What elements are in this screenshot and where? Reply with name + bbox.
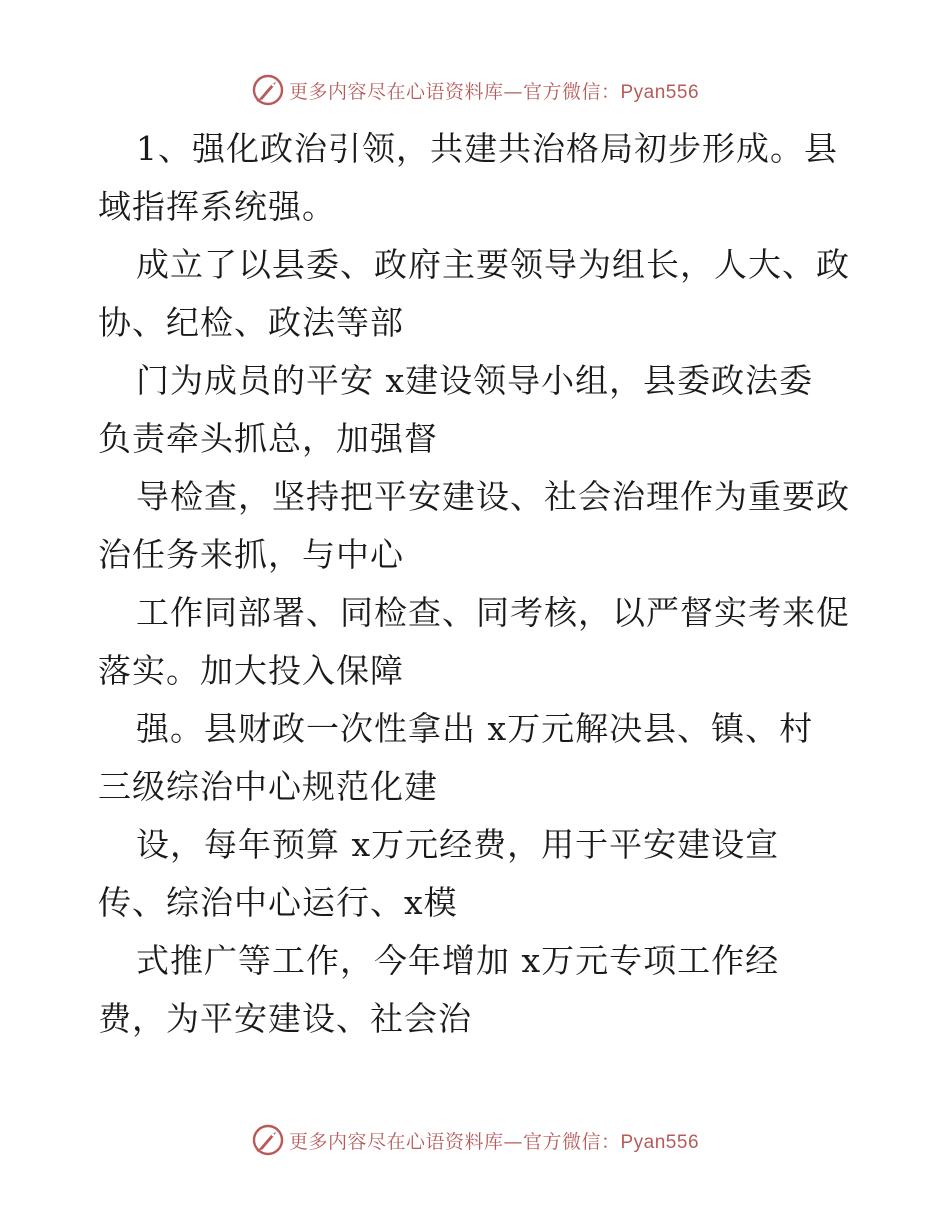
text-line: 1、强化政治引领，共建共治格局初步形成。县 [136, 129, 838, 168]
text-line: 门为成员的平安 x建设领导小组，县委政法委 [136, 361, 814, 400]
text-line: 协、纪检、政法等部 [98, 303, 404, 342]
document-body [98, 120, 858, 1048]
text-line: 导检查，坚持把平安建设、社会治理作为重要政 [136, 477, 850, 516]
text-line: 落实。加大投入保障 [98, 651, 404, 690]
watermark-text: 更多内容尽在心语资料库—官方微信：Pyan556 [288, 80, 700, 103]
text-line: 三级综治中心规范化建 [98, 767, 438, 806]
text-line: 费，为平安建设、社会治 [98, 999, 472, 1038]
text-line: 工作同部署、同检查、同考核，以严督实考来促 [136, 593, 850, 632]
watermark-wechat-id: Pyan556 [620, 81, 700, 103]
header-watermark [0, 70, 950, 110]
pen-nib-logo-icon [251, 73, 285, 107]
text-line: 域指挥系统强。 [98, 187, 336, 226]
text-line: 强。县财政一次性拿出 x万元解决县、镇、村 [136, 709, 814, 748]
watermark-wechat-id: Pyan556 [620, 1131, 700, 1153]
text-line: 式推广等工作，今年增加 x万元专项工作经 [136, 941, 780, 980]
text-line: 传、综治中心运行、x模 [98, 883, 458, 922]
pen-nib-logo-icon [251, 1123, 285, 1157]
text-line: 负责牵头抓总，加强督 [98, 419, 438, 458]
watermark-text: 更多内容尽在心语资料库—官方微信：Pyan556 [288, 1130, 700, 1153]
text-line: 成立了以县委、政府主要领导为组长，人大、政 [136, 245, 850, 284]
footer-watermark [0, 1120, 950, 1160]
text-line: 设，每年预算 x万元经费，用于平安建设宣 [136, 825, 780, 864]
text-line: 治任务来抓，与中心 [98, 535, 404, 574]
